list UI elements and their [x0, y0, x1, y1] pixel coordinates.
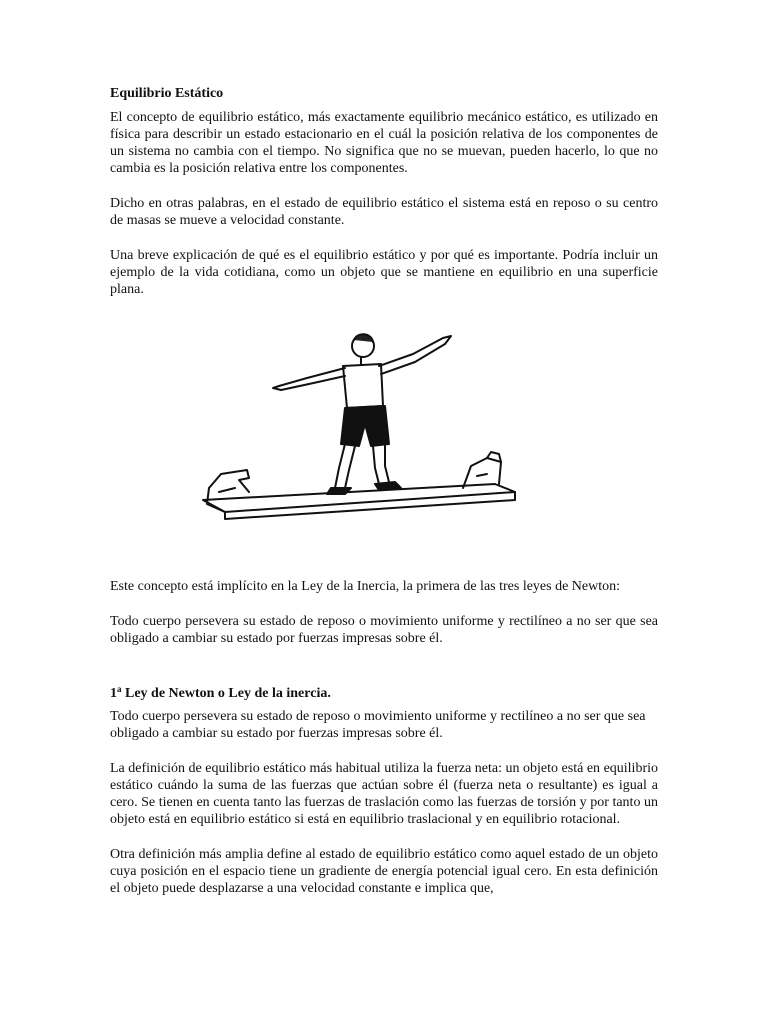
heading-number: 1: [110, 686, 117, 701]
heading-superscript: a: [117, 684, 122, 694]
net-force-definition-paragraph: La definición de equilibrio estático más habitual utiliza la fuerza neta: un objeto está en equilibrio estático cuándo la suma de las fuerzas que actúan sobre él (fuerza neta o resultante) es igual a cero. Se tienen en cuenta tanto las fuerzas de traslación como las fuerzas de torsión y por tanto un objeto está en equilibrio estático si está en equilibrio traslacional y en equilibrio rotacional.: [110, 761, 658, 827]
intro-paragraph-1: El concepto de equilibrio estático, más exactamente equilibrio mecánico estático, es utilizado en física para describir un estado estacionario en el cuál la posición relativa de los componentes de un sistema no cambia con el tiempo. No significa que no se muevan, pueden hacerlo, lo que no cambia es la posición relativa entre los componentes.: [110, 110, 658, 176]
document-title: Equilibrio Estático: [110, 86, 224, 101]
intro-paragraph-3: Una breve explicación de qué es el equilibrio estático y por qué es importante. Podría incluir un ejemplo de la vida cotidiana, como un objeto que se mantiene en equilibrio en una superficie plana.: [110, 248, 658, 297]
newton-law-heading: [110, 685, 658, 702]
potential-energy-definition-paragraph: Otra definición más amplia define al estado de equilibrio estático como aquel estado de un objeto cuya posición en el espacio tiene un gradiente de energía potencial igual cero. En esta definición el objeto puede desplazarse a una velocidad constante e implica que,: [110, 847, 658, 896]
heading-text: Ley de Newton o Ley de la inercia.: [121, 686, 331, 701]
law-statement-paragraph: Todo cuerpo persevera su estado de reposo o movimiento uniforme y rectilíneo a no ser que sea obligado a cambiar su estado por fuerzas impresas sobre él.: [110, 709, 646, 741]
intro-paragraph-2: Dicho en otras palabras, en el estado de equilibrio estático el sistema está en reposo o su centro de masas se mueve a velocidad constante.: [110, 196, 658, 228]
balance-beam-figure: [110, 316, 658, 564]
inertia-intro-paragraph: Este concepto está implícito en la Ley de la Inercia, la primera de las tres leyes de Newton:: [110, 579, 621, 594]
balance-beam-gymnast-icon: [195, 316, 535, 556]
inertia-quote-paragraph: Todo cuerpo persevera su estado de reposo o movimiento uniforme y rectilíneo a no ser que sea obligado a cambiar su estado por fuerzas impresas sobre él.: [110, 614, 658, 646]
document-page: [110, 85, 658, 897]
